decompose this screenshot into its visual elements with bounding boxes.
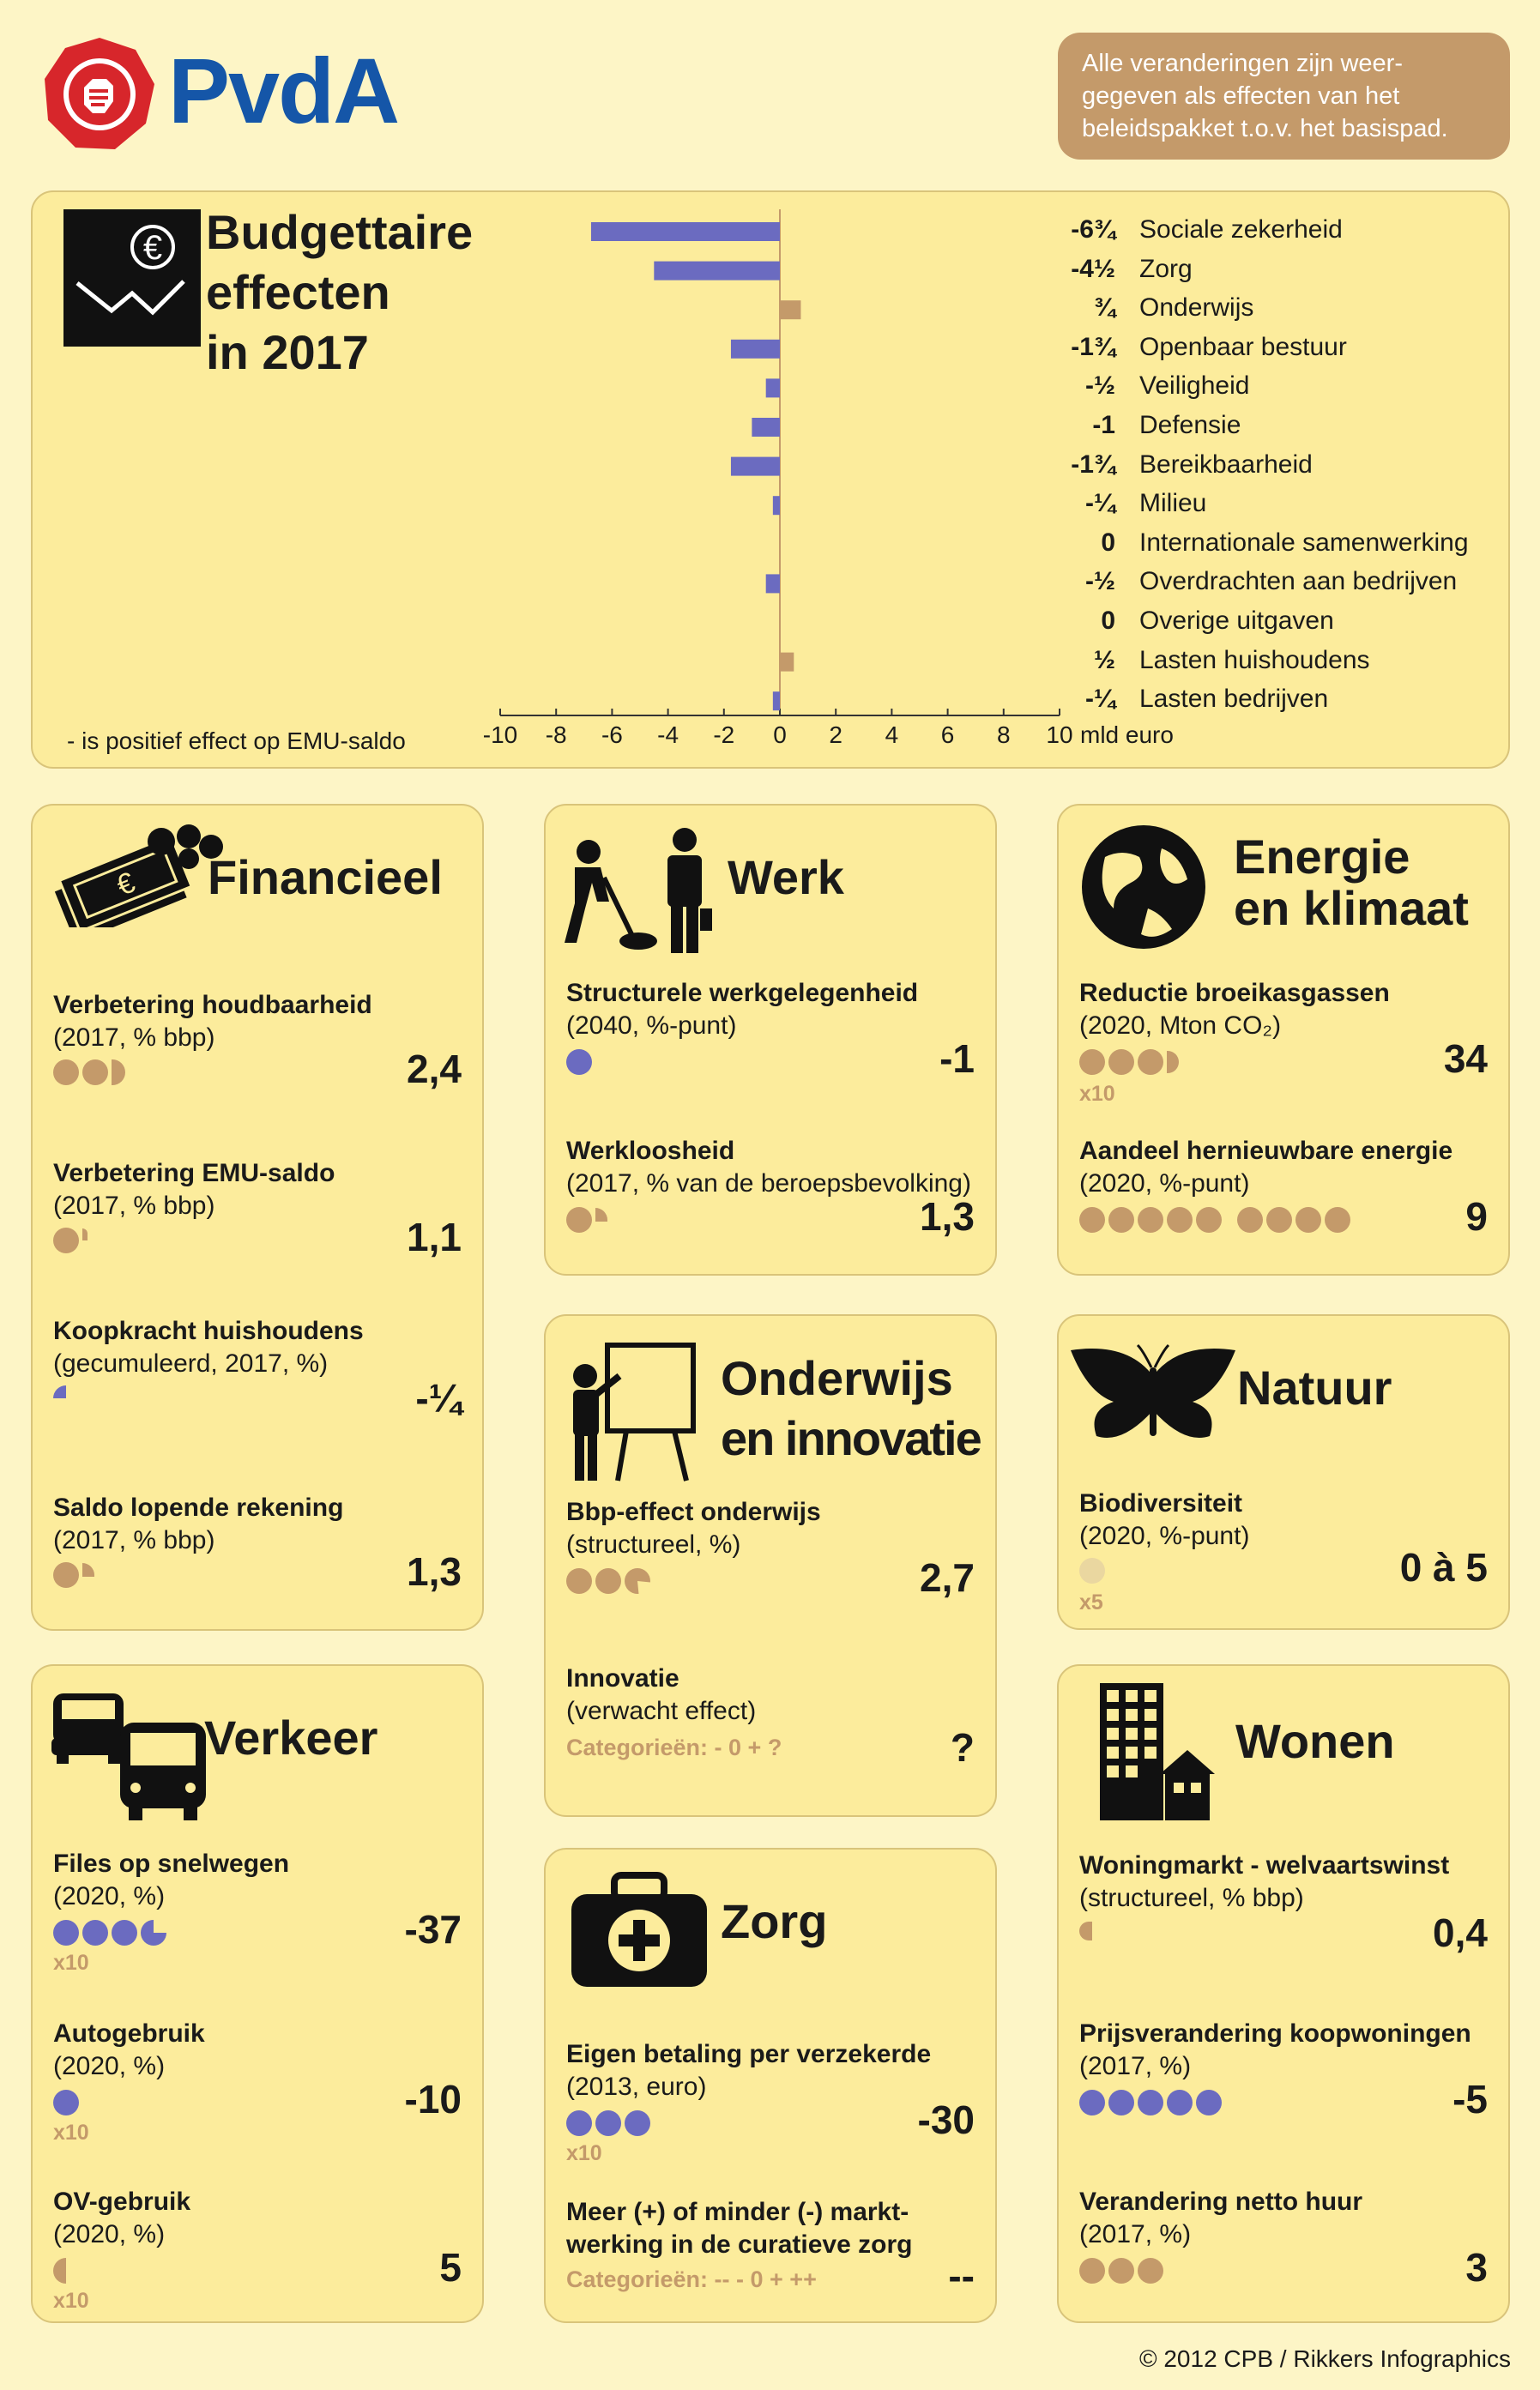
item-value: 5 — [439, 2245, 462, 2290]
multiplier-label: x10 — [53, 1951, 89, 1975]
card-title: Natuur — [1237, 1361, 1392, 1415]
card-title-line: Onderwijs — [721, 1351, 953, 1405]
x-tick-label: 4 — [885, 721, 899, 748]
item-title: Innovatie — [566, 1664, 679, 1693]
category-label: Bereikbaarheid — [1139, 450, 1313, 479]
dot — [112, 1920, 137, 1946]
dot — [82, 1920, 108, 1946]
card-title: Werk — [728, 850, 844, 904]
dot — [53, 1562, 79, 1588]
partial-dot — [53, 1385, 66, 1398]
dots-indicator — [53, 2258, 66, 2284]
bar — [766, 574, 780, 593]
dots-indicator — [1079, 1207, 1350, 1233]
wonen-card — [1057, 1664, 1510, 2323]
item-subtitle: (verwacht effect) — [566, 1697, 757, 1725]
bar-value-label: -1¾ — [1071, 450, 1115, 479]
partial-dot — [625, 1568, 650, 1594]
category-label: Milieu — [1139, 489, 1207, 518]
energie-card — [1057, 804, 1510, 1276]
partial-dot — [1167, 1051, 1179, 1073]
item-title: Structurele werkgelegenheid — [566, 979, 919, 1007]
item-value: -37 — [404, 1907, 462, 1952]
dot — [1325, 1207, 1350, 1233]
partial-dot — [1079, 1922, 1092, 1940]
dot — [82, 1059, 108, 1085]
bar-value-label: -½ — [1084, 567, 1115, 596]
dot — [1167, 2090, 1193, 2115]
dots-indicator — [1079, 2258, 1163, 2284]
card-title: Financieel — [208, 850, 443, 904]
dot — [1138, 2258, 1163, 2284]
zorg-card — [544, 1848, 997, 2323]
note-line: beleidspakket t.o.v. het basispad. — [1082, 115, 1448, 142]
item-title: Aandeel hernieuwbare energie — [1079, 1137, 1453, 1165]
category-label: Overige uitgaven — [1139, 607, 1334, 635]
item-title: Verbetering EMU-saldo — [53, 1159, 335, 1187]
dot — [566, 1049, 592, 1075]
bar-value-label: -1 — [1092, 411, 1115, 439]
bar — [591, 222, 780, 241]
svg-text:€: € — [142, 229, 163, 267]
category-label: Lasten bedrijven — [1139, 685, 1329, 714]
category-label: Sociale zekerheid — [1139, 215, 1343, 244]
partial-dot — [82, 1563, 94, 1577]
item-subtitle: (2020, %) — [53, 2052, 166, 2080]
budget-title-line: in 2017 — [206, 325, 369, 379]
dot — [1108, 1049, 1134, 1075]
x-tick-label: 10 — [1046, 721, 1073, 748]
workers-icon — [554, 826, 726, 955]
dot — [1196, 2090, 1222, 2115]
item-value: 2,4 — [407, 1047, 462, 1091]
bar-value-label: ¾ — [1093, 293, 1115, 323]
dot — [1079, 2090, 1105, 2115]
item-title: Reductie broeikasgassen — [1079, 979, 1390, 1007]
card-title: Zorg — [721, 1894, 828, 1948]
partial-dot — [112, 1059, 125, 1085]
dot — [1138, 1207, 1163, 1233]
item-title: Werkloosheid — [566, 1137, 735, 1165]
dot — [1167, 1207, 1193, 1233]
dots-indicator — [566, 1049, 592, 1075]
item-title: Autogebruik — [53, 2019, 205, 2048]
item-value: 9 — [1465, 1194, 1488, 1239]
x-axis-unit: mld euro — [1080, 721, 1174, 748]
item-value: 2,7 — [920, 1555, 975, 1600]
note-line: gegeven als effecten van het — [1082, 82, 1400, 110]
item-subtitle: (2013, euro) — [566, 2073, 707, 2101]
item-value: -1 — [939, 1036, 975, 1081]
x-tick-label: -8 — [545, 721, 567, 748]
budget-title-line: Budgettaire — [206, 205, 474, 259]
bar-value-label: 0 — [1101, 528, 1115, 557]
dot — [1295, 1207, 1321, 1233]
dots-indicator — [1079, 1922, 1092, 1940]
financieel-card — [31, 804, 484, 1631]
werk-card — [544, 804, 997, 1276]
budget-title-line: effecten — [206, 265, 390, 319]
bar-value-label: -1¾ — [1071, 332, 1115, 361]
bar-value-label: -¼ — [1084, 685, 1115, 714]
item-value: ? — [950, 1725, 975, 1770]
category-label: Lasten huishoudens — [1139, 645, 1370, 674]
rose-icon — [39, 34, 160, 154]
category-label: Internationale samenwerking — [1139, 528, 1469, 557]
multiplier-label: x10 — [1079, 1082, 1115, 1106]
dots-indicator — [53, 1385, 66, 1398]
bar — [731, 457, 780, 476]
x-tick-label: -10 — [482, 721, 518, 748]
bar-value-label: -¼ — [1084, 489, 1115, 518]
item-title: Verandering netto huur — [1079, 2188, 1363, 2216]
dot — [1108, 2090, 1134, 2115]
partial-dot — [82, 1228, 88, 1240]
buildings-icon — [1095, 1678, 1215, 1824]
category-legend: Categorieën: - 0 + ? — [566, 1735, 782, 1760]
card-title: Verkeer — [204, 1711, 378, 1765]
item-value: 0 à 5 — [1399, 1545, 1488, 1590]
item-value: 0,4 — [1433, 1910, 1488, 1955]
dot — [53, 2090, 79, 2115]
dots-indicator — [1079, 2090, 1222, 2115]
card-title-line: en innovatie — [721, 1411, 981, 1465]
bar — [752, 418, 780, 437]
dots-indicator — [1079, 1558, 1105, 1584]
item-value: -30 — [917, 2097, 975, 2142]
item-subtitle: (structureel, %) — [566, 1530, 741, 1559]
item-title: Biodiversiteit — [1079, 1489, 1243, 1518]
bar-value-label: ½ — [1093, 645, 1115, 674]
natuur-card — [1057, 1314, 1510, 1630]
item-value: 1,3 — [407, 1549, 462, 1594]
dot — [595, 1568, 621, 1594]
partial-dot — [141, 1920, 166, 1946]
card-title — [1234, 831, 1469, 934]
dot — [1079, 2258, 1105, 2284]
bar — [773, 496, 780, 515]
item-title: Verbetering houdbaarheid — [53, 991, 372, 1019]
item-title: Bbp-effect onderwijs — [566, 1498, 821, 1526]
dot — [1108, 1207, 1134, 1233]
dots-indicator — [53, 1562, 94, 1588]
x-tick-label: -6 — [601, 721, 623, 748]
svg-text:€: € — [112, 866, 140, 902]
bar — [654, 262, 780, 281]
logo-wordmark: PvdA — [168, 39, 399, 142]
note-box — [1058, 33, 1510, 160]
multiplier-label: x10 — [53, 2121, 89, 2145]
item-title: Meer (+) of minder (-) markt- — [566, 2198, 909, 2226]
dot — [53, 1920, 79, 1946]
butterfly-icon — [1067, 1342, 1239, 1453]
dots-indicator — [53, 2090, 79, 2115]
multiplier-label: x5 — [1079, 1590, 1103, 1614]
bar — [766, 378, 780, 397]
item-subtitle: (2020, Mton CO₂) — [1079, 1011, 1282, 1040]
card-title: Wonen — [1235, 1714, 1395, 1768]
copyright: © 2012 CPB / Rikkers Infographics — [1138, 2345, 1511, 2372]
budget-footnote: - is positief effect op EMU-saldo — [67, 727, 406, 754]
x-tick-label: 6 — [940, 721, 955, 748]
item-title: Woningmarkt - welvaartswinst — [1079, 1851, 1450, 1880]
partial-dot — [595, 1208, 607, 1222]
dot — [595, 2110, 621, 2136]
bar — [780, 653, 794, 672]
card-title-line: en klimaat — [1234, 881, 1469, 935]
category-label: Veiligheid — [1139, 371, 1250, 401]
multiplier-label: x10 — [53, 2289, 89, 2313]
dot — [1196, 1207, 1222, 1233]
item-subtitle: (2017, %) — [1079, 2052, 1192, 2080]
category-legend: Categorieën: -- - 0 + ++ — [566, 2266, 817, 2292]
item-subtitle: (2040, %-punt) — [566, 1011, 737, 1040]
dots-indicator — [566, 1207, 607, 1233]
dot — [53, 1228, 79, 1253]
item-value: 1,3 — [920, 1194, 975, 1239]
partial-dot — [53, 2258, 66, 2284]
x-tick-label: 2 — [829, 721, 842, 748]
verkeer-card — [31, 1664, 484, 2323]
dot — [625, 2110, 650, 2136]
x-tick-label: -4 — [657, 721, 679, 748]
dot — [1079, 1049, 1105, 1075]
onderwijs-card — [544, 1314, 997, 1817]
item-subtitle: (2020, %) — [53, 2220, 166, 2248]
multiplier-label: x10 — [566, 2141, 602, 2165]
bar-value-label: 0 — [1101, 607, 1115, 635]
item-value: 34 — [1443, 1036, 1488, 1081]
dot — [1237, 1207, 1263, 1233]
globe-icon — [1079, 823, 1208, 951]
item-subtitle: (structureel, % bbp) — [1079, 1884, 1304, 1912]
bar-value-label: -½ — [1084, 371, 1115, 401]
teacher-icon — [566, 1338, 704, 1484]
item-subtitle: (2017, % van de beroepsbevolking) — [566, 1169, 971, 1198]
item-title: Koopkracht huishoudens — [53, 1317, 364, 1345]
item-subtitle: (gecumuleerd, 2017, %) — [53, 1349, 329, 1378]
dots-indicator — [53, 1920, 166, 1946]
bar — [773, 691, 780, 710]
medical-kit-icon — [566, 1870, 712, 1990]
item-value: -10 — [404, 2077, 462, 2121]
dot — [1266, 1207, 1292, 1233]
item-title: Eigen betaling per verzekerde — [566, 2040, 932, 2068]
x-tick-label: -2 — [713, 721, 735, 748]
item-subtitle: (2017, %) — [1079, 2220, 1192, 2248]
item-subtitle: (2020, %-punt) — [1079, 1169, 1250, 1198]
dot — [1079, 1207, 1105, 1233]
dot — [1108, 2258, 1134, 2284]
dots-indicator — [1079, 1049, 1179, 1075]
item-subtitle: (2020, %) — [53, 1882, 166, 1910]
dot — [53, 1059, 79, 1085]
budget-bar-chart — [33, 192, 1512, 770]
item-title: Prijsverandering koopwoningen — [1079, 2019, 1471, 2048]
item-title-line2: werking in de curatieve zorg — [566, 2230, 913, 2259]
item-value: 3 — [1465, 2245, 1488, 2290]
pvda-logo — [39, 34, 417, 154]
dots-indicator — [53, 1059, 125, 1085]
note-line: Alle veranderingen zijn weer- — [1082, 50, 1403, 77]
item-value: -¼ — [415, 1376, 462, 1421]
dot — [1079, 1558, 1105, 1584]
car-bus-icon — [46, 1678, 226, 1824]
card-title — [721, 1349, 981, 1469]
dot — [1138, 2090, 1163, 2115]
item-subtitle: (2017, % bbp) — [53, 1526, 215, 1554]
bar-value-label: -6¾ — [1071, 215, 1115, 244]
category-label: Zorg — [1139, 254, 1193, 283]
budget-panel — [31, 190, 1510, 769]
bar — [780, 300, 800, 319]
x-tick-label: 8 — [997, 721, 1011, 748]
bar — [731, 340, 780, 359]
item-title: Saldo lopende rekening — [53, 1494, 344, 1522]
dots-indicator — [53, 1228, 88, 1253]
item-value: -5 — [1452, 2077, 1488, 2121]
category-label: Openbaar bestuur — [1139, 332, 1347, 361]
dot — [566, 2110, 592, 2136]
x-tick-label: 0 — [773, 721, 787, 748]
item-title: Files op snelwegen — [53, 1850, 290, 1878]
dot — [1138, 1049, 1163, 1075]
bar-value-label: -4½ — [1071, 254, 1115, 283]
category-label: Overdrachten aan bedrijven — [1139, 567, 1458, 596]
item-subtitle: (2017, % bbp) — [53, 1192, 215, 1220]
dots-indicator — [566, 1568, 650, 1594]
dot — [566, 1568, 592, 1594]
dots-indicator — [566, 2110, 650, 2136]
category-label: Onderwijs — [1139, 293, 1254, 323]
item-subtitle: (2020, %-punt) — [1079, 1522, 1250, 1550]
item-title: OV-gebruik — [53, 2188, 191, 2216]
card-title-line: Energie — [1234, 830, 1410, 884]
category-label: Defensie — [1139, 411, 1241, 439]
item-subtitle: (2017, % bbp) — [53, 1023, 215, 1052]
item-value: 1,1 — [407, 1215, 462, 1259]
dot — [566, 1207, 592, 1233]
item-value: -- — [948, 2254, 975, 2298]
